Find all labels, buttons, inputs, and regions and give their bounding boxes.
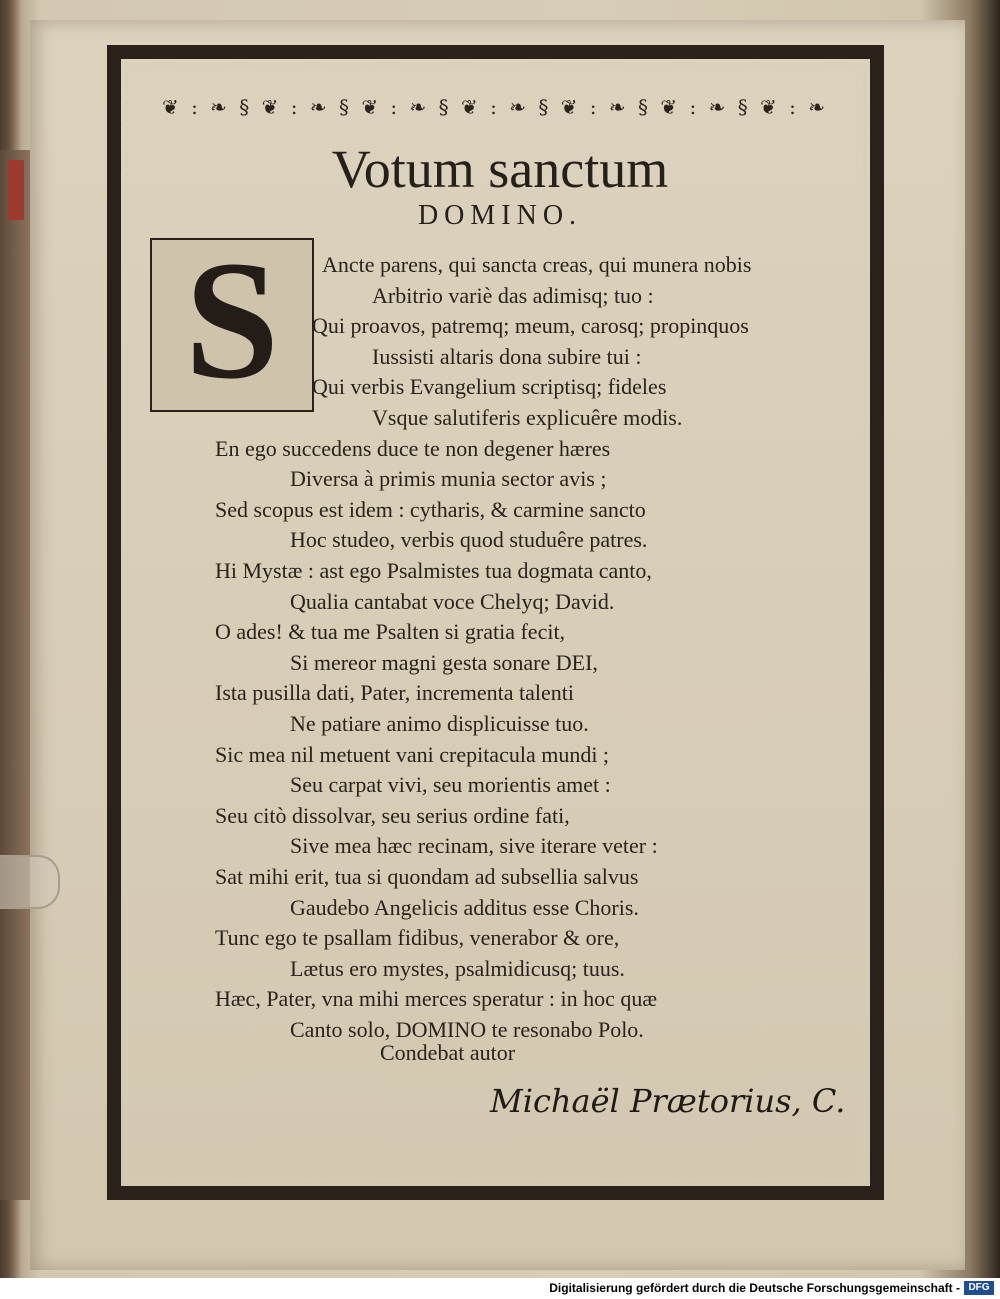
decorated-initial	[150, 226, 314, 414]
verse-line: Hæc, Pater, vna mihi merces speratur : in hoc quæ	[215, 986, 658, 1011]
verse-line: Ancte parens, qui sancta creas, qui munera nobis	[322, 252, 752, 277]
verse-line: Gaudebo Angelicis additus esse Choris.	[290, 895, 639, 920]
verse-line: Diversa à primis munia sector avis ;	[290, 466, 607, 491]
bookmark-ribbon	[8, 160, 24, 220]
footer-bar	[0, 1278, 1000, 1299]
verse-line: Lætus ero mystes, psalmidicusq; tuus.	[290, 956, 625, 981]
verse-line: Seu citò dissolvar, seu serius ordine fati,	[215, 803, 570, 828]
initial-letter: S	[184, 226, 280, 414]
signature: Michaël Prætorius, C.	[490, 1082, 846, 1120]
verse-line: En ego succedens duce te non degener hæres	[215, 436, 611, 461]
dfg-logo-icon: DFG	[964, 1281, 994, 1295]
verse-line: Tunc ego te psallam fidibus, venerabor & ore,	[215, 925, 620, 950]
verse-line: Hoc studeo, verbis quod studuêre patres.	[290, 527, 648, 552]
verse-line: Qui verbis Evangelium scriptisq; fideles	[312, 374, 667, 399]
verse-line: Ista pusilla dati, Pater, incrementa talenti	[215, 680, 574, 705]
page-subtitle: DOMINO.	[417, 200, 583, 231]
author-line: Condebat autor	[380, 1040, 516, 1065]
verse-line: Arbitrio variè das adimisq; tuo :	[372, 283, 654, 308]
verse-line: Sat mihi erit, tua si quondam ad subsellia salvus	[215, 864, 639, 889]
verse-line: Seu carpat vivi, seu morientis amet :	[290, 772, 611, 797]
verse-line: Si mereor magni gesta sonare DEI,	[290, 650, 598, 675]
page-clip	[0, 855, 60, 909]
verse-line: Qui proavos, patremq; meum, carosq; propinquos	[312, 313, 749, 338]
verse-line: Sive mea hæc recinam, sive iterare veter :	[290, 833, 658, 858]
binding-edge	[0, 150, 30, 1200]
verse-line: Hi Mystæ : ast ego Psalmistes tua dogmata canto,	[215, 558, 652, 583]
ornament-row: ❦ : ❧ § ❦ : ❧ § ❦ : ❧ § ❦ : ❧ § ❦ : ❧ § ❦ : ❧ § ❦ : ❧	[161, 95, 829, 119]
verse-line: Ne patiare animo displicuisse tuo.	[290, 711, 589, 736]
verse-line: Qualia cantabat voce Chelyq; David.	[290, 589, 615, 614]
page-title: Votum sanctum	[331, 139, 669, 199]
verse-line: Sed scopus est idem : cytharis, & carmine sancto	[215, 497, 646, 522]
verse-line: Vsque salutiferis explicuêre modis.	[372, 405, 683, 430]
verse-line: O ades! & tua me Psalten si gratia fecit,	[215, 619, 566, 644]
verse-line: Canto solo, DOMINO te resonabo Polo.	[290, 1017, 644, 1042]
verse-line: Iussisti altaris dona subire tui :	[372, 344, 642, 369]
footer-credit: Digitalisierung gefördert durch die Deutsche Forschungsgemeinschaft -	[549, 1281, 960, 1295]
verse-line: Sic mea nil metuent vani crepitacula mundi ;	[215, 742, 610, 767]
